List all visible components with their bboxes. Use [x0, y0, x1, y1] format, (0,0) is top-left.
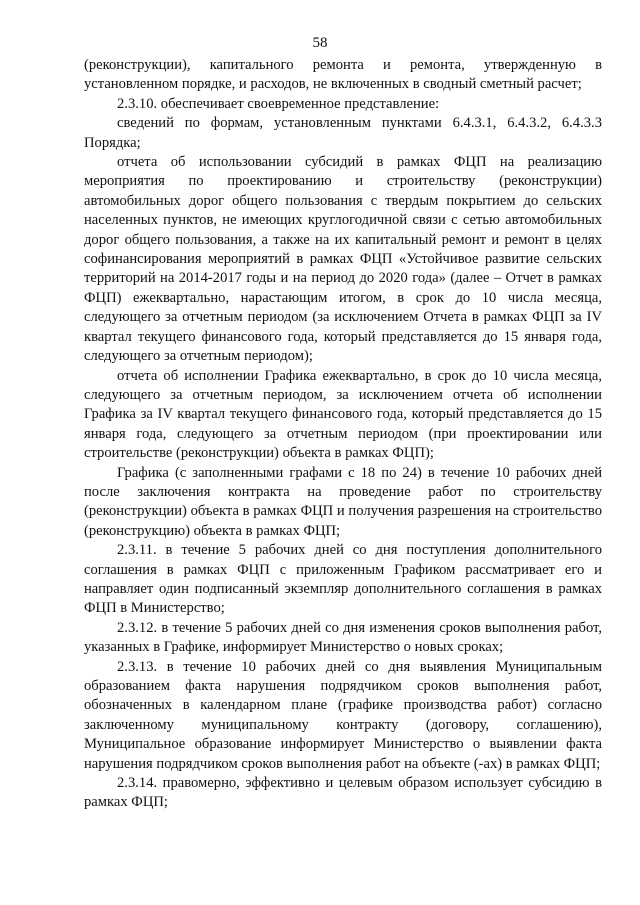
document-body	[84, 56, 602, 813]
paragraph-forms-info: сведений по формам, установленным пунктами 6.4.3.1, 6.4.3.2, 6.4.3.3 Порядка;	[84, 115, 602, 151]
paragraph-schedule-columns: Графика (с заполненными графами с 18 по 24) в течение 10 рабочих дней после заключения контракта на проведение работ по строительству (реконструкции) объекта в рамках ФЦП и получения разрешения на строительство (реконструкцию) объекта в рамках ФЦП;	[84, 464, 602, 539]
clause-2-3-12: 2.3.12. в течение 5 рабочих дней со дня изменения сроков выполнения работ, указанных в Графике, информирует Министерство о новых сроках;	[84, 619, 602, 656]
clause-2-3-13: 2.3.13. в течение 10 рабочих дней со дня выявления Муниципальным образованием факта нарушения подрядчиком сроков выполнения работ, обозначенных в календарном плане (графике производства работ) согласно заключенному муниципальному контракту (договору, соглашению), Муниципальное образование информирует Министерство о выявлении факта нарушения подрядчиком сроков выполнения работ на объекте (-ах) в рамках ФЦП;	[84, 658, 602, 772]
paragraph-subsidy-report: отчета об использовании субсидий в рамках ФЦП на реализацию мероприятия по проектированию и строительству (реконструкции) автомобильных дорог общего пользования с твердым покрытием до сельских населенных пунктов, не имеющих круглогодичной связи с сетью автомобильных дорог общего пользования, а также на их капитальный ремонт и ремонт в целях софинансирования мероприятий в рамках ФЦП «Устойчивое развитие сельских территорий на 2014-2017 годы и на период до 2020 года» (далее – Отчет в рамках ФЦП) ежеквартально, нарастающим итогом, в срок до 10 числа месяца, следующего за отчетным периодом (за исключением Отчета в рамках ФЦП за IV квартал текущего финансового года, который представляется до 15 января года, следующего за отчетным периодом);	[84, 154, 602, 365]
clause-2-3-14: 2.3.14. правомерно, эффективно и целевым образом использует субсидию в рамках ФЦП;	[84, 775, 602, 811]
clause-2-3-10: 2.3.10. обеспечивает своевременное представление:	[117, 95, 440, 112]
clause-2-3-11: 2.3.11. в течение 5 рабочих дней со дня поступления дополнительного соглашения в рамках ФЦП с приложенным Графиком рассматривает его и направляет один подписанный экземпляр дополнительного соглашения в рамках ФЦП в Министерство;	[84, 542, 602, 617]
paragraph-schedule-report: отчета об исполнении Графика ежеквартально, в срок до 10 числа месяца, следующего за отчетным периодом, за исключением отчета об исполнении Графика за IV квартал текущего финансового года, который представляется до 15 января года, следующего за отчетным периодом (при проектировании или строительстве (реконструкции) объекта в рамках ФЦП);	[84, 367, 602, 462]
page-number: 58	[312, 35, 328, 51]
paragraph-continuation: (реконструкции), капитального ремонта и ремонта, утвержденную в установленном порядке, и расходов, не включенных в сводный сметный расчет;	[84, 57, 602, 93]
